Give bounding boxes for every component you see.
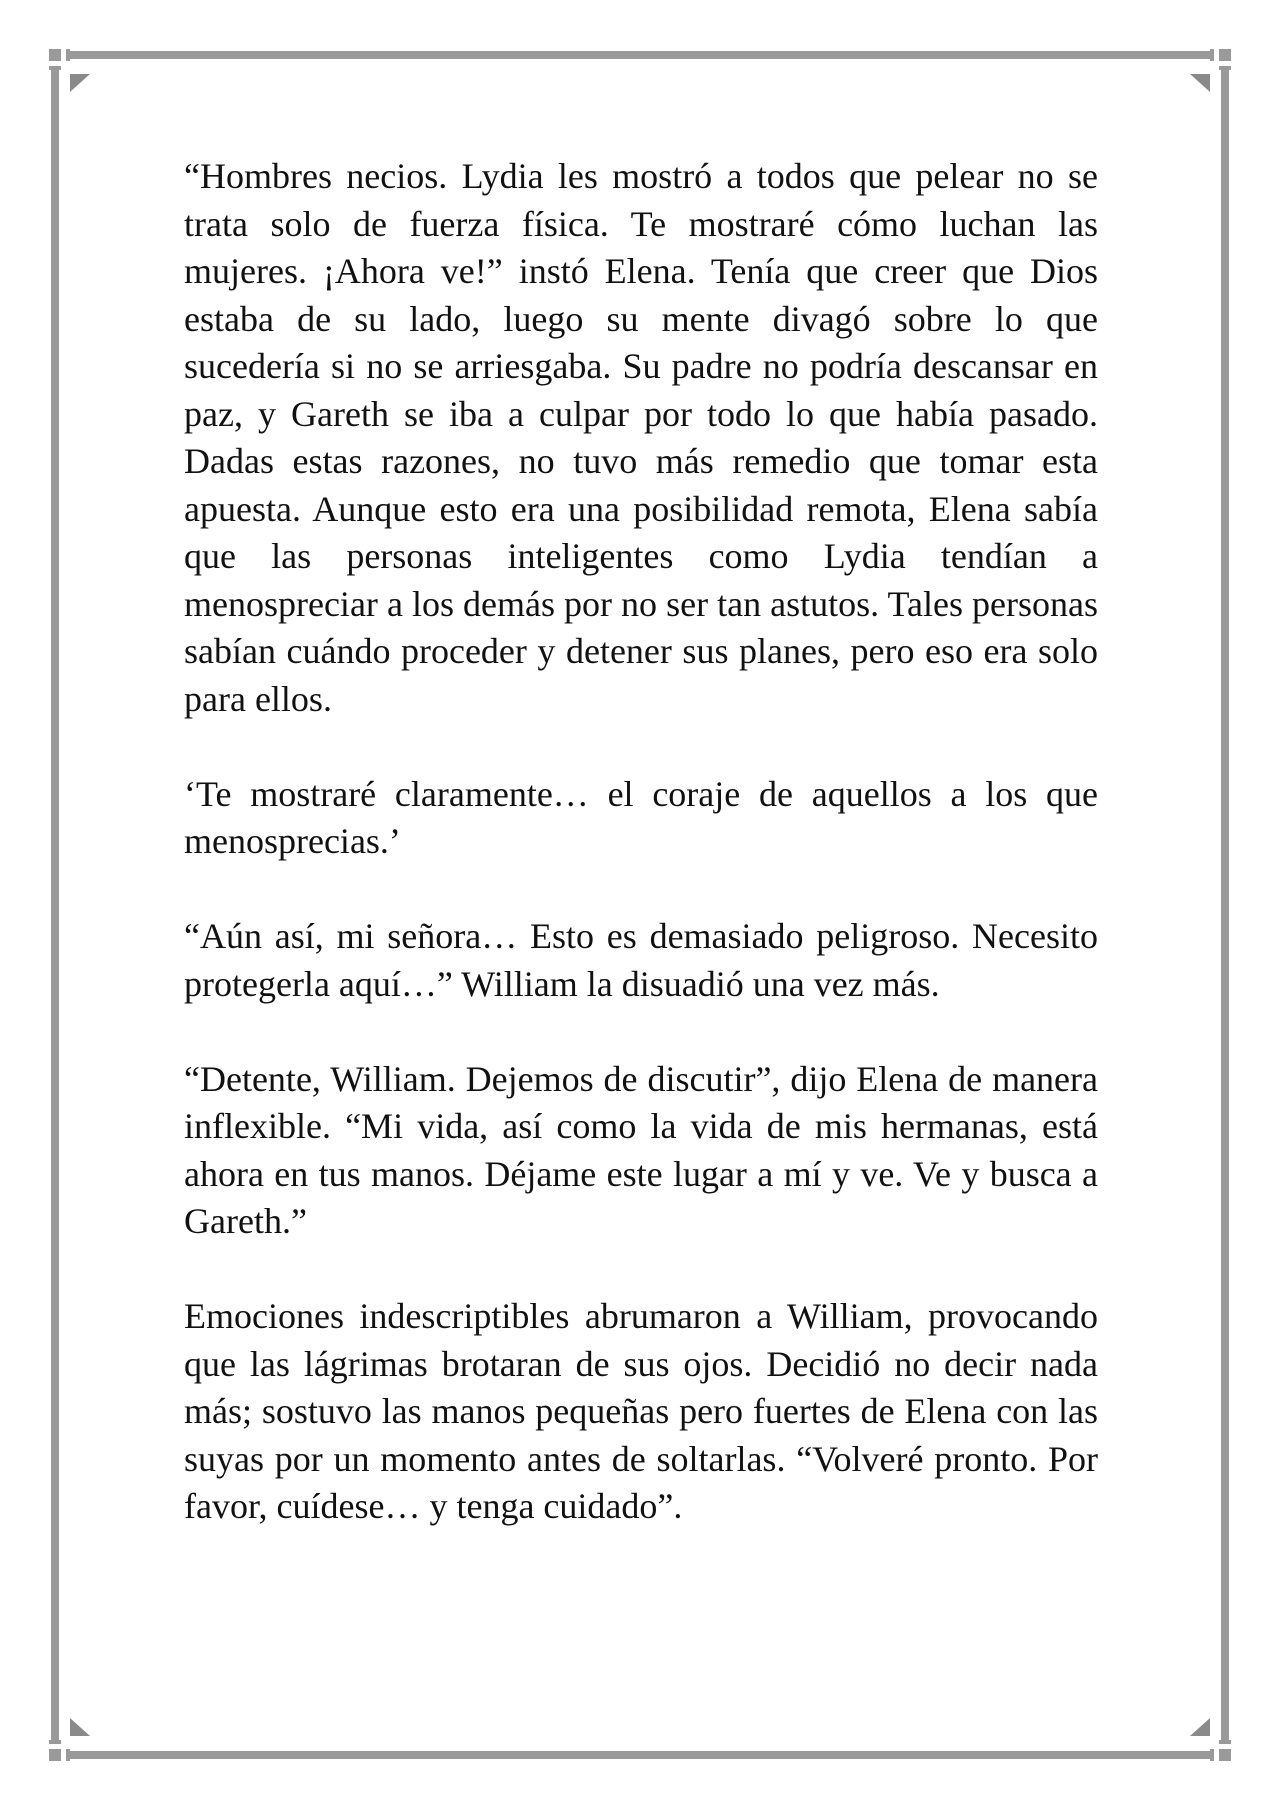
paragraph-2: ‘Te mostraré claramente… el coraje de aquellos a los que menosprecias.’ [184, 773, 1098, 861]
frame-corner-bottom-left [49, 1740, 70, 1761]
paragraph-4: “Detente, William. Dejemos de discutir”, dijo Elena de manera inflexible. “Mi vida, así como la vida de mis hermanas, está ahora en tus manos. Déjame este lugar a mí y ve. Ve y busca a Gareth.” [184, 1058, 1098, 1241]
frame-corner-top-right [1210, 49, 1231, 70]
paragraph-1: “Hombres necios. Lydia les mostró a todos que pelear no se trata solo de fuerza física. Te mostraré cómo luchan las mujeres. ¡Ahora ve!” instó Elena. Tenía que creer que Dios estaba de su lado, luego su mente divagó sobre lo que sucedería si no se arriesgaba. Su padre no podría descansar en paz, y Gareth se iba a culpar por todo lo que había pasado. Dadas estas razones, no tuvo más remedio que tomar esta apuesta. Aunque esto era una posibilidad remota, Elena sabía que las personas inteligentes como Lydia tendían a menospreciar a los demás por no ser tan astutos. Tales personas sabían cuándo proceder y detener sus planes, pero eso era solo para ellos. [184, 156, 1098, 719]
frame-corner-bottom-right [1210, 1740, 1231, 1761]
page-body-text [184, 153, 1098, 1531]
paragraph-3: “Aún así, mi señora… Esto es demasiado peligroso. Necesito protegerla aquí…” William la disuadió una vez más. [184, 916, 1098, 1004]
frame-bottom-bar [68, 1751, 1212, 1759]
frame-ornament-bottom-right [1190, 1718, 1210, 1736]
frame-left-bar [51, 68, 59, 1742]
frame-ornament-bottom-left [70, 1718, 90, 1736]
paragraph-5: Emociones indescriptibles abrumaron a William, provocando que las lágrimas brotaran de sus ojos. Decidió no decir nada más; sostuvo las manos pequeñas pero fuertes de Elena con las suyas por un momento antes de soltarlas. “Volveré pronto. Por favor, cuídese… y tenga cuidado”. [184, 1296, 1098, 1526]
frame-ornament-top-right [1190, 74, 1210, 92]
frame-right-bar [1221, 68, 1229, 1742]
frame-ornament-top-left [70, 74, 90, 92]
frame-top-bar [68, 51, 1212, 59]
frame-corner-top-left [49, 49, 70, 70]
